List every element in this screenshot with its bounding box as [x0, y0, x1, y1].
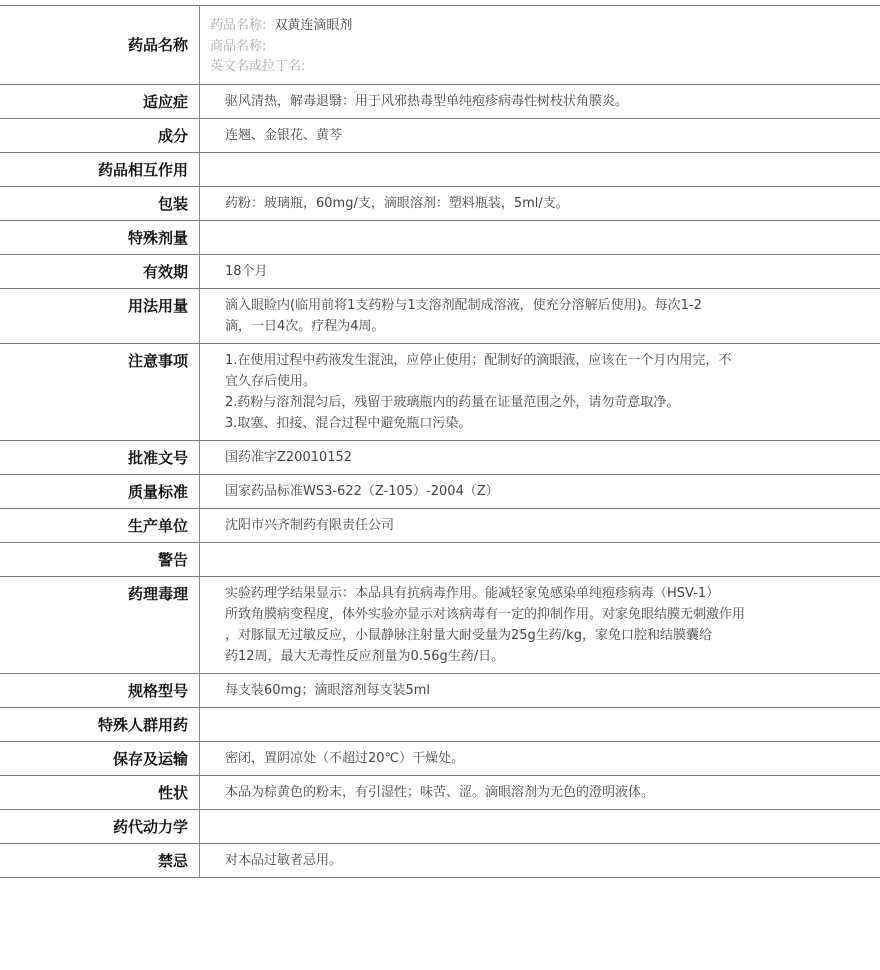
row-shelf-life [0, 255, 880, 289]
row-appearance [0, 776, 880, 810]
row-value [200, 221, 880, 254]
row-label: 药代动力学 [0, 810, 200, 843]
row-value [200, 119, 880, 152]
value-line: 本品为棕黄色的粉末，有引湿性；味苦、涩。滴眼溶剂为无色的澄明液体。 [225, 784, 655, 800]
value-line: 1.在使用过程中药液发生混浊，应停止使用；配制好的滴眼液，应该在一个月内用完，不 [225, 352, 732, 368]
row-value [200, 543, 880, 576]
row-label: 特殊人群用药 [0, 708, 200, 741]
row-precautions [0, 344, 880, 441]
row-value [200, 153, 880, 186]
row-approval-number [0, 441, 880, 475]
rows-container [0, 85, 880, 878]
row-indications [0, 85, 880, 119]
row-pharmacology-toxicology [0, 577, 880, 674]
row-value [200, 708, 880, 741]
row-label: 包装 [0, 187, 200, 220]
value-line: ，对豚鼠无过敏反应，小鼠静脉注射量大耐受量为25g生药/kg，家兔口腔和结膜囊给 [225, 627, 712, 643]
english-name-label: 英文名或拉丁名: [210, 59, 306, 74]
drug-info-table [0, 5, 880, 878]
row-label: 保存及运输 [0, 742, 200, 775]
generic-name-value: 双黄连滴眼剂 [274, 18, 353, 33]
value-line: 宜久存后使用。 [225, 373, 317, 389]
row-value [200, 475, 880, 508]
row-value [200, 742, 880, 775]
value-line: 滴，一日4次。疗程为4周。 [225, 318, 385, 334]
row-value [200, 776, 880, 809]
value-line: 对本品过敏者忌用。 [225, 852, 343, 868]
row-value [200, 441, 880, 474]
row-value [200, 509, 880, 542]
row-contraindications [0, 844, 880, 878]
row-label: 适应症 [0, 85, 200, 118]
row-value [200, 289, 880, 343]
value-line: 药粉：玻璃瓶，60mg/支，滴眼溶剂：塑料瓶装，5ml/支。 [225, 195, 569, 211]
row-value [200, 577, 880, 673]
row-label: 禁忌 [0, 844, 200, 877]
row-label: 生产单位 [0, 509, 200, 542]
row-packaging [0, 187, 880, 221]
row-label: 性状 [0, 776, 200, 809]
row-special-dosage [0, 221, 880, 255]
row-warning [0, 543, 880, 577]
row-label: 药理毒理 [0, 577, 200, 673]
row-value [200, 255, 880, 288]
value-line: 每支装60mg；滴眼溶剂每支装5ml [225, 682, 431, 698]
value-line: 密闭，置阴凉处（不超过20℃）干燥处。 [225, 750, 465, 766]
row-interactions [0, 153, 880, 187]
generic-name-line [210, 16, 870, 37]
row-label: 药品名称 [0, 6, 200, 84]
row-value [200, 674, 880, 707]
trade-name-label: 商品名称: [210, 38, 267, 54]
row-label: 特殊剂量 [0, 221, 200, 254]
drug-name-values [200, 6, 880, 84]
row-manufacturer [0, 509, 880, 543]
row-specification [0, 674, 880, 708]
row-label: 有效期 [0, 255, 200, 288]
row-label: 成分 [0, 119, 200, 152]
row-label: 规格型号 [0, 674, 200, 707]
value-line: 滴入眼睑内(临用前将1支药粉与1支溶剂配制成溶液，使充分溶解后使用)。每次1-2 [225, 297, 702, 313]
value-line: 2.药粉与溶剂混匀后，残留于玻璃瓶内的药量在证量范围之外，请勿苛意取净。 [225, 394, 680, 410]
value-line: 沈阳市兴齐制药有限责任公司 [225, 517, 395, 533]
row-storage-transport [0, 742, 880, 776]
row-special-populations [0, 708, 880, 742]
row-label: 用法用量 [0, 289, 200, 343]
row-ingredients [0, 119, 880, 153]
row-label: 警告 [0, 543, 200, 576]
row-label: 注意事项 [0, 344, 200, 440]
row-value [200, 85, 880, 118]
row-value [200, 344, 880, 440]
generic-name-label: 药品名称: [210, 18, 267, 33]
value-line: 18个月 [225, 263, 268, 279]
value-line: 所致角膜病变程度，体外实验亦显示对该病毒有一定的抑制作用。对家兔眼结膜无刺激作用 [225, 606, 746, 622]
value-line: 国家药品标准WS3-622（Z-105）-2004（Z） [225, 483, 499, 499]
value-line: 国药准字Z20010152 [225, 449, 353, 465]
row-label: 药品相互作用 [0, 153, 200, 186]
row-usage-dosage [0, 289, 880, 344]
value-line: 驱风清热，解毒退翳：用于风邪热毒型单纯疱疹病毒性树枝状角膜炎。 [225, 93, 629, 109]
value-line: 药12周，最大无毒性反应剂量为0.56g生药/日。 [225, 648, 505, 664]
value-line: 连翘、金银花、黄芩 [225, 127, 343, 143]
row-value [200, 844, 880, 877]
row-value [200, 810, 880, 843]
row-label: 质量标准 [0, 475, 200, 508]
row-pharmacokinetics [0, 810, 880, 844]
value-line: 3.取塞、扣接、混合过程中避免瓶口污染。 [225, 415, 472, 431]
row-quality-standard [0, 475, 880, 509]
row-value [200, 187, 880, 220]
row-label: 批准文号 [0, 441, 200, 474]
value-line: 实验药理学结果显示：本品具有抗病毒作用。能减轻家兔感染单纯疱疹病毒（HSV-1） [225, 585, 720, 601]
row-drug-name [0, 6, 880, 85]
